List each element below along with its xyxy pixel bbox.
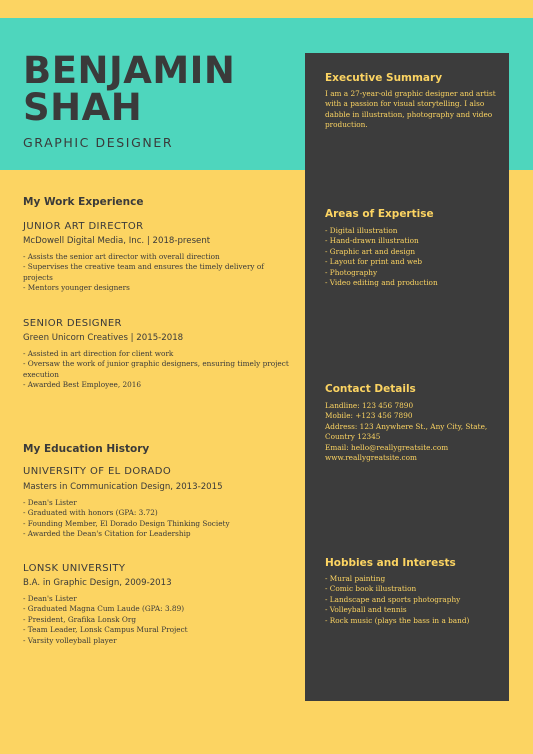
school-bullet: - Varsity volleyball player <box>23 635 117 645</box>
hobbies-heading: Hobbies and Interests <box>325 557 456 569</box>
school-bullet: - Graduated Magna Cum Laude (GPA: 3.89) <box>23 604 185 614</box>
job-bullet: - Mentors younger designers <box>23 283 130 293</box>
school-bullet: - Awarded the Dean's Citation for Leadership <box>23 529 191 539</box>
contact-landline: Landline: 123 456 7890 <box>325 401 414 410</box>
school-name: UNIVERSITY OF EL DORADO <box>23 466 172 477</box>
hobbies-list <box>325 574 505 626</box>
school-bullets <box>23 594 293 646</box>
job-bullet: - Awarded Best Employee, 2016 <box>23 380 142 390</box>
name-first: BENJAMIN <box>23 49 236 92</box>
summary-text: I am a 27-year-old graphic designer and artist with a passion for visual storytelling. I also dabble in illustration, photography and video production. <box>325 89 496 130</box>
expertise-heading: Areas of Expertise <box>325 208 434 220</box>
expertise-item: - Layout for print and web <box>325 257 423 267</box>
school-bullet: - Founding Member, El Dorado Design Thinking Society <box>23 518 230 528</box>
job-bullet: - Assists the senior art director with overall direction <box>23 252 220 261</box>
job-bullet: - Supervises the creative team and ensures the timely delivery of projects <box>23 262 264 282</box>
sidebar-panel <box>305 53 509 701</box>
job-title: JUNIOR ART DIRECTOR <box>23 221 144 232</box>
school-bullets <box>23 498 293 540</box>
job-bullet: - Oversaw the work of junior graphic designers, ensuring timely project execution <box>23 359 289 379</box>
name-last: SHAH <box>23 86 143 129</box>
expertise-item: - Graphic art and design <box>325 246 416 256</box>
resume-role: GRAPHIC DESIGNER <box>23 135 174 150</box>
school-bullet: - President, Grafika Lonsk Org <box>23 614 137 624</box>
expertise-item: - Digital illustration <box>325 226 398 235</box>
school-degree: Masters in Communication Design, 2013-2015 <box>23 482 223 492</box>
school-bullet: - Graduated with honors (GPA: 3.72) <box>23 508 158 518</box>
expertise-item: - Photography <box>325 267 378 277</box>
school-bullet: - Dean's Lister <box>23 498 77 507</box>
expertise-item: - Video editing and production <box>325 278 438 288</box>
contact-list <box>325 401 505 463</box>
school-bullet: - Dean's Lister <box>23 594 77 603</box>
job-bullet: - Assisted in art direction for client work <box>23 349 174 358</box>
hobby-item: - Comic book illustration <box>325 584 417 594</box>
contact-heading: Contact Details <box>325 383 416 395</box>
contact-address-cont: Country 12345 <box>325 432 381 442</box>
contact-address: Address: 123 Anywhere St., Any City, State, <box>325 421 488 431</box>
summary-heading: Executive Summary <box>325 72 443 84</box>
hobby-item: - Mural painting <box>325 574 386 583</box>
hobby-item: - Rock music (plays the bass in a band) <box>325 615 470 625</box>
hobby-item: - Landscape and sports photography <box>325 594 461 604</box>
contact-email[interactable]: Email: hello@reallygreatsite.com <box>325 442 449 452</box>
job-company: Green Unicorn Creatives | 2015-2018 <box>23 333 184 343</box>
work-heading: My Work Experience <box>23 196 144 208</box>
contact-mobile: Mobile: +123 456 7890 <box>325 411 413 421</box>
job-title: SENIOR DESIGNER <box>23 318 122 329</box>
job-bullets <box>23 349 293 391</box>
contact-website[interactable]: www.reallygreatsite.com <box>325 453 417 463</box>
expertise-list <box>325 226 505 288</box>
school-name: LONSK UNIVERSITY <box>23 563 126 574</box>
job-bullets <box>23 252 293 294</box>
job-company: McDowell Digital Media, Inc. | 2018-present <box>23 236 211 246</box>
school-bullet: - Team Leader, Lonsk Campus Mural Project <box>23 625 188 635</box>
school-degree: B.A. in Graphic Design, 2009-2013 <box>23 578 172 588</box>
expertise-item: - Hand-drawn illustration <box>325 236 419 246</box>
resume-name <box>23 49 236 129</box>
education-heading: My Education History <box>23 443 150 455</box>
hobby-item: - Volleyball and tennis <box>325 605 407 615</box>
